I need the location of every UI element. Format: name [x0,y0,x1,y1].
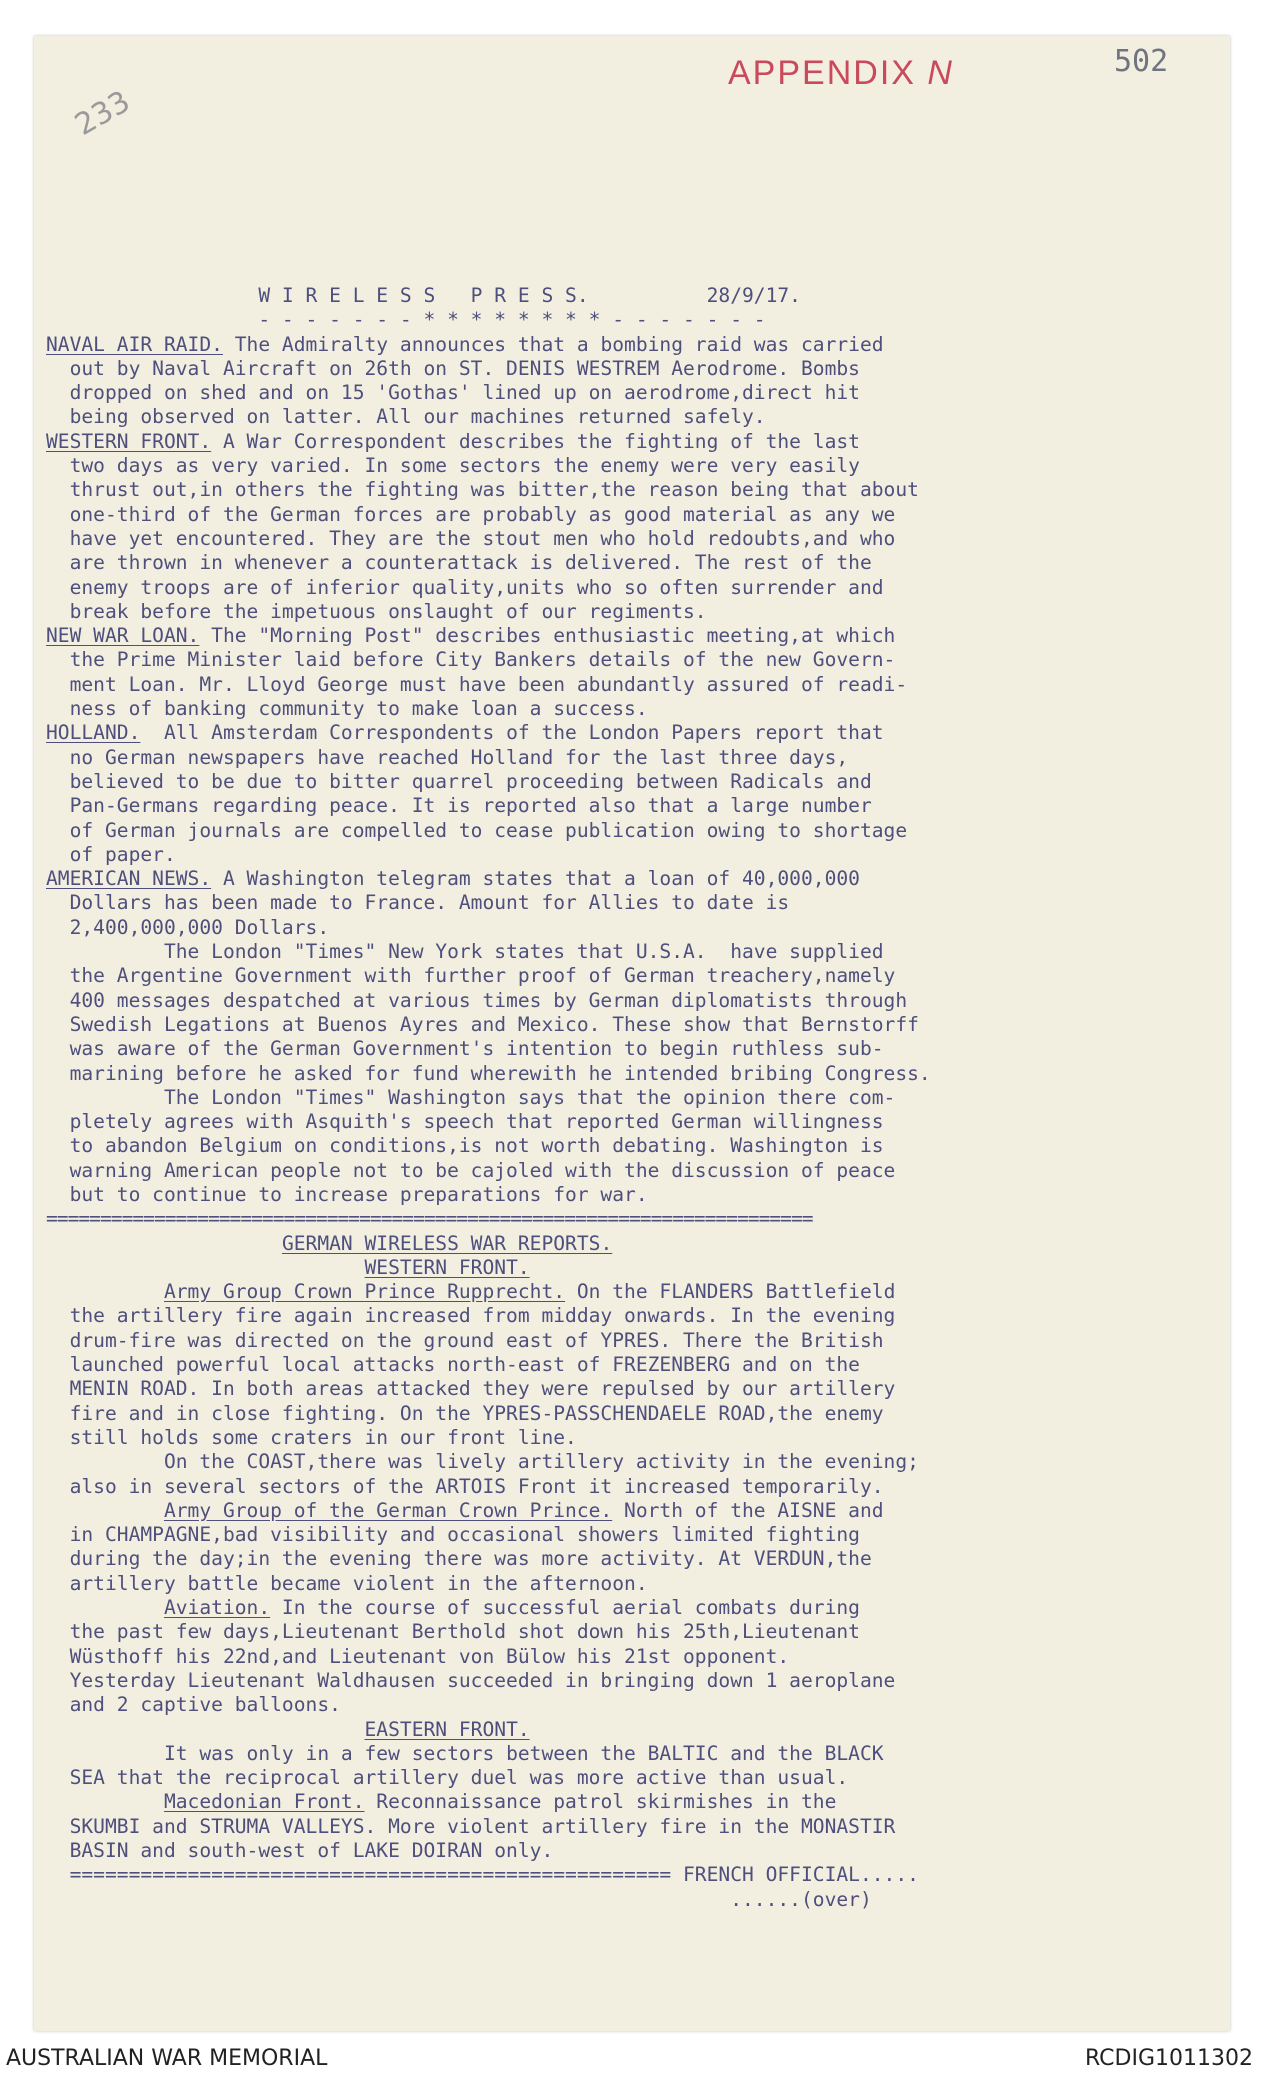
line-text: one-third of the German forces are probably as good material as any we [69,502,896,526]
underlined-heading: NEW WAR LOAN. [46,624,200,648]
line-text: in CHAMPAGNE,bad visibility and occasional showers limited fighting [69,1523,860,1547]
typed-line [46,1353,1222,1377]
line-text: also in several sectors of the ARTOIS Front it increased temporarily. [69,1474,884,1498]
line-text: artillery battle became violent in the afternoon. [69,1571,648,1595]
line-text: On the FLANDERS Battlefield [565,1280,896,1304]
line-text: SEA that the reciprocal artillery duel was more active than usual. [69,1766,849,1790]
typed-line [46,1669,1222,1693]
line-text: pletely agrees with Asquith's speech that reported German willingness [69,1110,884,1134]
line-text: 2,400,000,000 Dollars. [69,915,330,939]
line-text: Yesterday Lieutenant Waldhausen succeeded in bringing down 1 aeroplane [69,1668,896,1692]
typed-line [46,1086,1222,1110]
typed-line [46,1062,1222,1086]
typed-line [46,843,1222,867]
typed-line [46,478,1222,502]
line-text: Reconnaissance patrol skirmishes in the [364,1790,837,1814]
typed-line [46,624,1222,648]
appendix-stamp-text: APPENDIX [728,54,916,92]
typed-line [46,1596,1222,1620]
line-text: All Amsterdam Correspondents of the London Papers report that [140,721,884,745]
line-text: drum-fire was directed on the ground east of YPRES. There the British [69,1328,884,1352]
line-text: dropped on shed and on 15 'Gothas' lined up on aerodrome,direct hit [69,381,860,405]
line-text: W I R E L E S S P R E S S. 28/9/17. [258,284,801,307]
typed-line [46,673,1222,697]
underlined-heading: WESTERN FRONT. [364,1255,530,1279]
typed-line [46,1742,1222,1766]
typed-line [46,794,1222,818]
typed-line [46,867,1222,891]
line-text: to abandon Belgium on conditions,is not worth debating. Washington is [69,1134,884,1158]
line-text: thrust out,in others the fighting was bitter,the reason being that about [69,478,919,502]
underlined-heading: WESTERN FRONT. [46,429,212,453]
typed-line [46,1766,1222,1790]
typed-line [46,1450,1222,1474]
typed-line [46,308,1222,332]
typed-line [46,989,1222,1013]
appendix-stamp [728,54,954,93]
typed-line [46,551,1222,575]
typed-line [46,819,1222,843]
line-text: ness of banking community to make loan a success. [69,697,648,721]
line-text: Pan-Germans regarding peace. It is reported also that a large number [69,794,872,818]
line-text: =================================================== FRENCH OFFICIAL..... [69,1863,919,1887]
typed-line [46,1888,1222,1912]
line-text: break before the impetuous onslaught of our regiments. [69,599,707,623]
line-text: North of the AISNE and [612,1498,884,1522]
folio-number: 502 [1114,44,1169,79]
line-text: no German newspapers have reached Holland for the last three days, [69,745,849,769]
line-text: during the day;in the evening there was more activity. At VERDUN,the [69,1547,872,1571]
underlined-heading: HOLLAND. [46,721,141,745]
line-text: A War Correspondent describes the fighting of the last [211,429,860,453]
typed-line [46,1572,1222,1596]
line-text: are thrown in whenever a counterattack is delivered. The rest of the [69,551,872,575]
typed-line [46,1207,1222,1231]
line-text: SKUMBI and STRUMA VALLEYS. More violent artillery fire in the MONASTIR [69,1814,896,1838]
line-text: A Washington telegram states that a loan of 40,000,000 [211,867,860,891]
line-text: On the COAST,there was lively artillery activity in the evening; [163,1450,919,1474]
typed-line [46,1693,1222,1717]
underlined-heading: Army Group of the German Crown Prince. [163,1498,613,1522]
underlined-heading: Army Group Crown Prince Rupprecht. [163,1280,566,1304]
line-text: BASIN and south-west of LAKE DOIRAN only. [69,1839,554,1862]
line-text: ......(over) [730,1887,872,1911]
typed-line [46,1402,1222,1426]
typed-line [46,916,1222,940]
line-text: believed to be due to bitter quarrel proceeding between Radicals and [69,769,872,793]
typed-line [46,1134,1222,1158]
typed-line [46,600,1222,624]
line-text: - - - - - - - * * * * * * * * - - - - - - - [258,308,766,332]
typed-line [46,1475,1222,1499]
underlined-heading: Aviation. [163,1596,271,1620]
underlined-heading: NAVAL AIR RAID. [46,332,223,356]
typed-line [46,527,1222,551]
typed-line [46,770,1222,794]
appendix-stamp-letter: N [927,54,954,92]
line-text: It was only in a few sectors between the BALTIC and the BLACK [163,1741,884,1765]
line-text: MENIN ROAD. In both areas attacked they were repulsed by our artillery [69,1377,896,1401]
line-text: fire and in close fighting. On the YPRES-PASSCHENDAELE ROAD,the enemy [69,1401,884,1425]
line-text: In the course of successful aerial combats during [270,1596,860,1620]
line-text: marining before he asked for fund wherewith he intended bribing Congress. [69,1061,931,1085]
typed-line [46,381,1222,405]
typed-line [46,576,1222,600]
typed-line [46,1377,1222,1401]
typed-line [46,721,1222,745]
typed-line [46,746,1222,770]
typed-line [46,1815,1222,1839]
typed-line [46,1645,1222,1669]
typed-line [46,1304,1222,1328]
separator-rule: ======================================================================= [46,1207,813,1231]
underlined-heading: EASTERN FRONT. [364,1717,530,1741]
typed-line [46,891,1222,915]
typed-line [46,503,1222,527]
typed-line [46,940,1222,964]
document-sheet [34,36,1230,2031]
typed-line [46,357,1222,381]
line-text: out by Naval Aircraft on 26th on ST. DENIS WESTREM Aerodrome. Bombs [69,356,860,380]
line-text: 400 messages despatched at various times by German diplomatists through [69,988,908,1012]
line-text: the Prime Minister laid before City Bankers details of the new Govern- [69,648,896,672]
line-text: of paper. [69,842,176,866]
typed-line [46,1159,1222,1183]
line-text: have yet encountered. They are the stout men who hold redoubts,and who [69,526,896,550]
line-text: still holds some craters in our front line. [69,1425,577,1449]
typed-text-body [46,284,1222,1912]
typed-line [46,284,1222,308]
typed-line [46,1863,1222,1887]
typed-line [46,1839,1222,1863]
line-text: and 2 captive balloons. [69,1693,341,1717]
line-text: Swedish Legations at Buenos Ayres and Mexico. These show that Bernstorff [69,1012,919,1036]
typed-line [46,1790,1222,1814]
line-text: of German journals are compelled to cease publication owing to shortage [69,818,908,842]
typed-line [46,1426,1222,1450]
typed-line [46,1280,1222,1304]
line-text: warning American people not to be cajoled with the discussion of peace [69,1158,896,1182]
line-text: launched powerful local attacks north-east of FREZENBERG and on the [69,1353,860,1377]
typed-line [46,430,1222,454]
typed-line [46,697,1222,721]
line-text: enemy troops are of inferior quality,units who so often surrender and [69,575,884,599]
typed-line [46,1718,1222,1742]
line-text: Wüsthoff his 22nd,and Lieutenant von Bülow his 21st opponent. [69,1644,790,1668]
line-text: the past few days,Lieutenant Berthold shot down his 25th,Lieutenant [69,1620,860,1644]
footer-record-id: RCDIG1011302 [1084,2046,1253,2071]
line-text: The Admiralty announces that a bombing raid was carried [222,332,884,356]
typed-line [46,333,1222,357]
line-text: the artillery fire again increased from midday onwards. In the evening [69,1304,896,1328]
line-text: The London "Times" New York states that U.S.A. have supplied [163,940,884,964]
typed-line [46,1329,1222,1353]
line-text: the Argentine Government with further proof of German treachery,namely [69,964,896,988]
line-text: was aware of the German Government's intention to begin ruthless sub- [69,1037,884,1061]
typed-line [46,1256,1222,1280]
line-text: The "Morning Post" describes enthusiastic meeting,at which [199,624,896,648]
typed-line [46,454,1222,478]
typed-line [46,405,1222,429]
footer-archive-name: AUSTRALIAN WAR MEMORIAL [6,2046,328,2071]
line-text: ment Loan. Mr. Lloyd George must have been abundantly assured of readi- [69,672,908,696]
underlined-heading: AMERICAN NEWS. [46,867,212,891]
typed-line [46,1620,1222,1644]
underlined-heading: Macedonian Front. [163,1790,365,1814]
typed-line [46,1523,1222,1547]
pencil-page-number: 233 [69,84,137,143]
line-text: but to continue to increase preparations for war. [69,1182,648,1206]
typed-line [46,1232,1222,1256]
line-text: The London "Times" Washington says that the opinion there com- [163,1085,896,1109]
underlined-heading: GERMAN WIRELESS WAR REPORTS. [281,1231,613,1255]
typed-line [46,1037,1222,1061]
typed-line [46,1547,1222,1571]
typed-line [46,1013,1222,1037]
line-text: being observed on latter. All our machines returned safely. [69,405,766,429]
line-text: two days as very varied. In some sectors the enemy were very easily [69,454,860,478]
line-text: Dollars has been made to France. Amount for Allies to date is [69,891,790,915]
typed-line [46,1183,1222,1207]
typed-line [46,964,1222,988]
typed-line [46,1110,1222,1134]
typed-line [46,648,1222,672]
typed-line [46,1499,1222,1523]
